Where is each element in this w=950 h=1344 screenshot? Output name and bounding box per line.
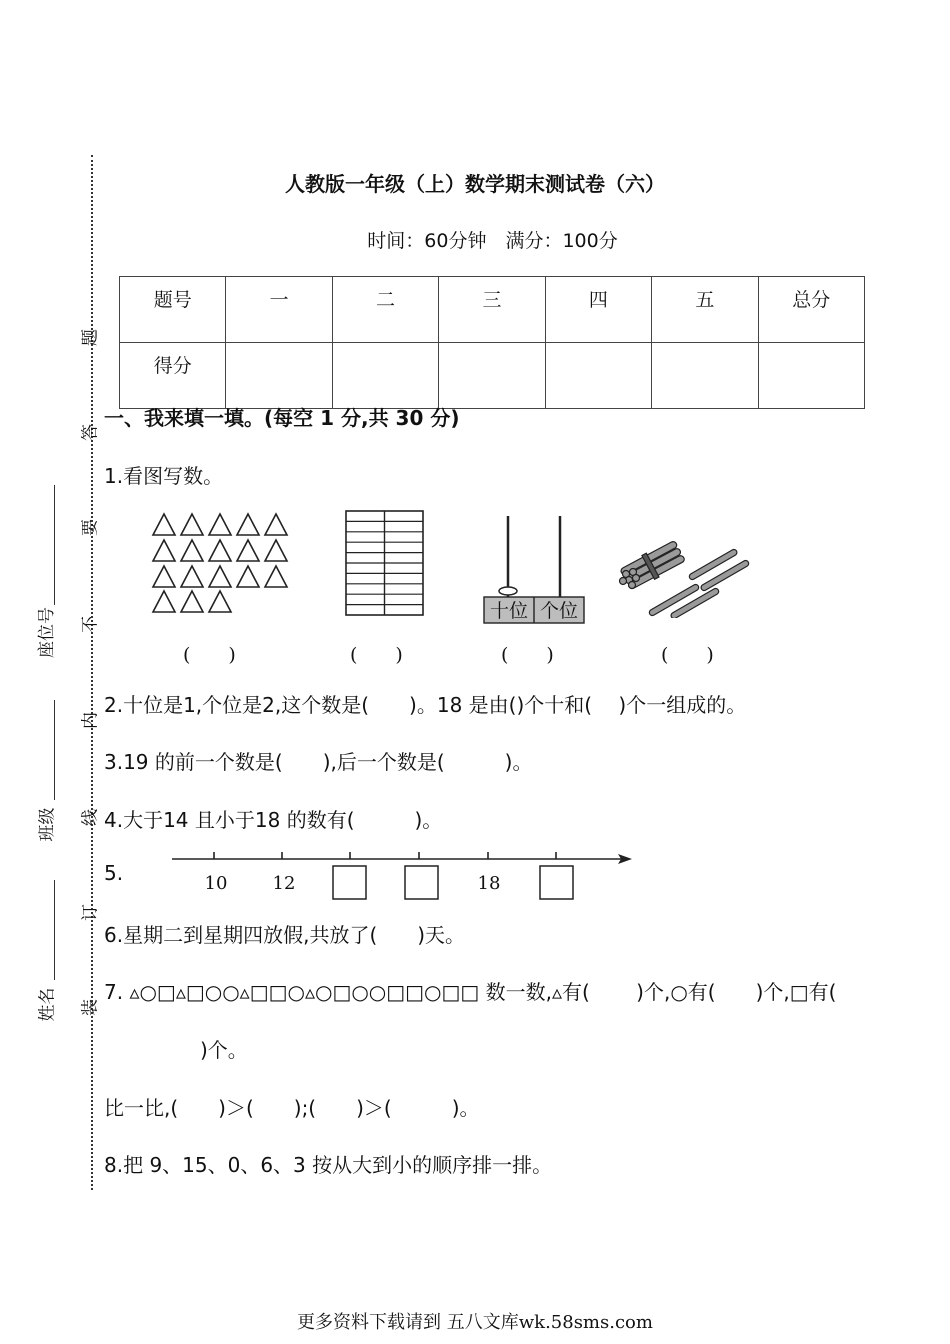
binding-char: 内 — [80, 712, 101, 729]
score-cell[interactable] — [758, 343, 864, 409]
question-3: 3.19 的前一个数是( ),后一个数是( )。 — [104, 750, 533, 774]
answer-blank[interactable]: ( ) — [501, 644, 554, 666]
binding-char: 线 — [80, 809, 101, 826]
answer-box[interactable] — [405, 866, 438, 899]
score-cell[interactable] — [545, 343, 651, 409]
answer-box[interactable] — [540, 866, 573, 899]
score-table — [119, 276, 865, 409]
abacus-ones-label: 个位 — [539, 600, 579, 622]
seat-number-blank[interactable] — [54, 485, 55, 605]
tick-label: 12 — [272, 873, 296, 894]
binding-char: 不 — [80, 616, 101, 633]
sticks-figure — [614, 536, 756, 618]
binding-char: 订 — [80, 904, 101, 921]
table-cell: 一 — [226, 277, 332, 343]
footer-source: 更多资料下载请到 五八文库wk.58sms.com — [297, 1312, 653, 1333]
table-cell: 总分 — [758, 277, 864, 343]
answer-blank[interactable]: ( ) — [661, 644, 714, 666]
page-title: 人教版一年级（上）数学期末测试卷（六） — [285, 172, 665, 196]
question-1: 1.看图写数。 — [104, 464, 224, 488]
section-heading: 一、我来填一填。(每空 1 分,共 30 分) — [104, 406, 460, 430]
triangles-figure — [150, 512, 295, 616]
score-cell[interactable] — [439, 343, 545, 409]
answer-box[interactable] — [333, 866, 366, 899]
table-cell: 得分 — [120, 343, 226, 409]
question-5: 5. — [104, 861, 124, 885]
table-row — [120, 343, 865, 409]
class-label: 班级 — [37, 807, 58, 842]
binding-char: 答 — [80, 424, 101, 441]
name-label: 姓名 — [37, 987, 58, 1022]
binding-char: 要 — [80, 519, 101, 536]
tick-label: 10 — [204, 873, 228, 894]
class-blank[interactable] — [54, 700, 55, 800]
question-4: 4.大于14 且小于18 的数有( )。 — [104, 808, 443, 832]
exam-info: 时间：60分钟 满分：100分 — [367, 230, 618, 252]
question-2: 2.十位是1,个位是2,这个数是( )。18 是由()个十和( )个一组成的。 — [104, 693, 747, 717]
score-cell[interactable] — [226, 343, 332, 409]
number-line — [170, 850, 635, 902]
table-cell: 四 — [545, 277, 651, 343]
binding-dotted-line — [91, 155, 93, 1190]
answer-blank[interactable]: ( ) — [350, 644, 403, 666]
score-cell[interactable] — [332, 343, 438, 409]
table-cell: 三 — [439, 277, 545, 343]
question-7: 7. ▵○□▵□○○▵□□○▵○□○○□□○□□ 数一数,▵有( )个,○有( )个,□有( — [104, 980, 837, 1004]
table-cell: 题号 — [120, 277, 226, 343]
binding-char: 装 — [80, 999, 101, 1016]
question-8: 8.把 9、15、0、6、3 按从大到小的顺序排一排。 — [104, 1153, 553, 1177]
seat-number-label: 座位号 — [37, 607, 57, 658]
compare-question: 比一比,( )＞( );( )＞( )。 — [104, 1096, 480, 1120]
abacus-tens-label: 十位 — [489, 600, 529, 622]
score-cell[interactable] — [652, 343, 758, 409]
binding-char: 题 — [80, 329, 101, 346]
answer-blank[interactable]: ( ) — [183, 644, 236, 666]
table-row — [120, 277, 865, 343]
name-blank[interactable] — [54, 880, 55, 980]
table-cell: 二 — [332, 277, 438, 343]
question-7-continued: )个。 — [200, 1038, 248, 1062]
question-6: 6.星期二到星期四放假,共放了( )天。 — [104, 923, 466, 947]
table-cell: 五 — [652, 277, 758, 343]
tick-label: 18 — [477, 873, 501, 894]
ten-block-figure — [344, 509, 426, 619]
abacus-figure — [482, 514, 586, 626]
